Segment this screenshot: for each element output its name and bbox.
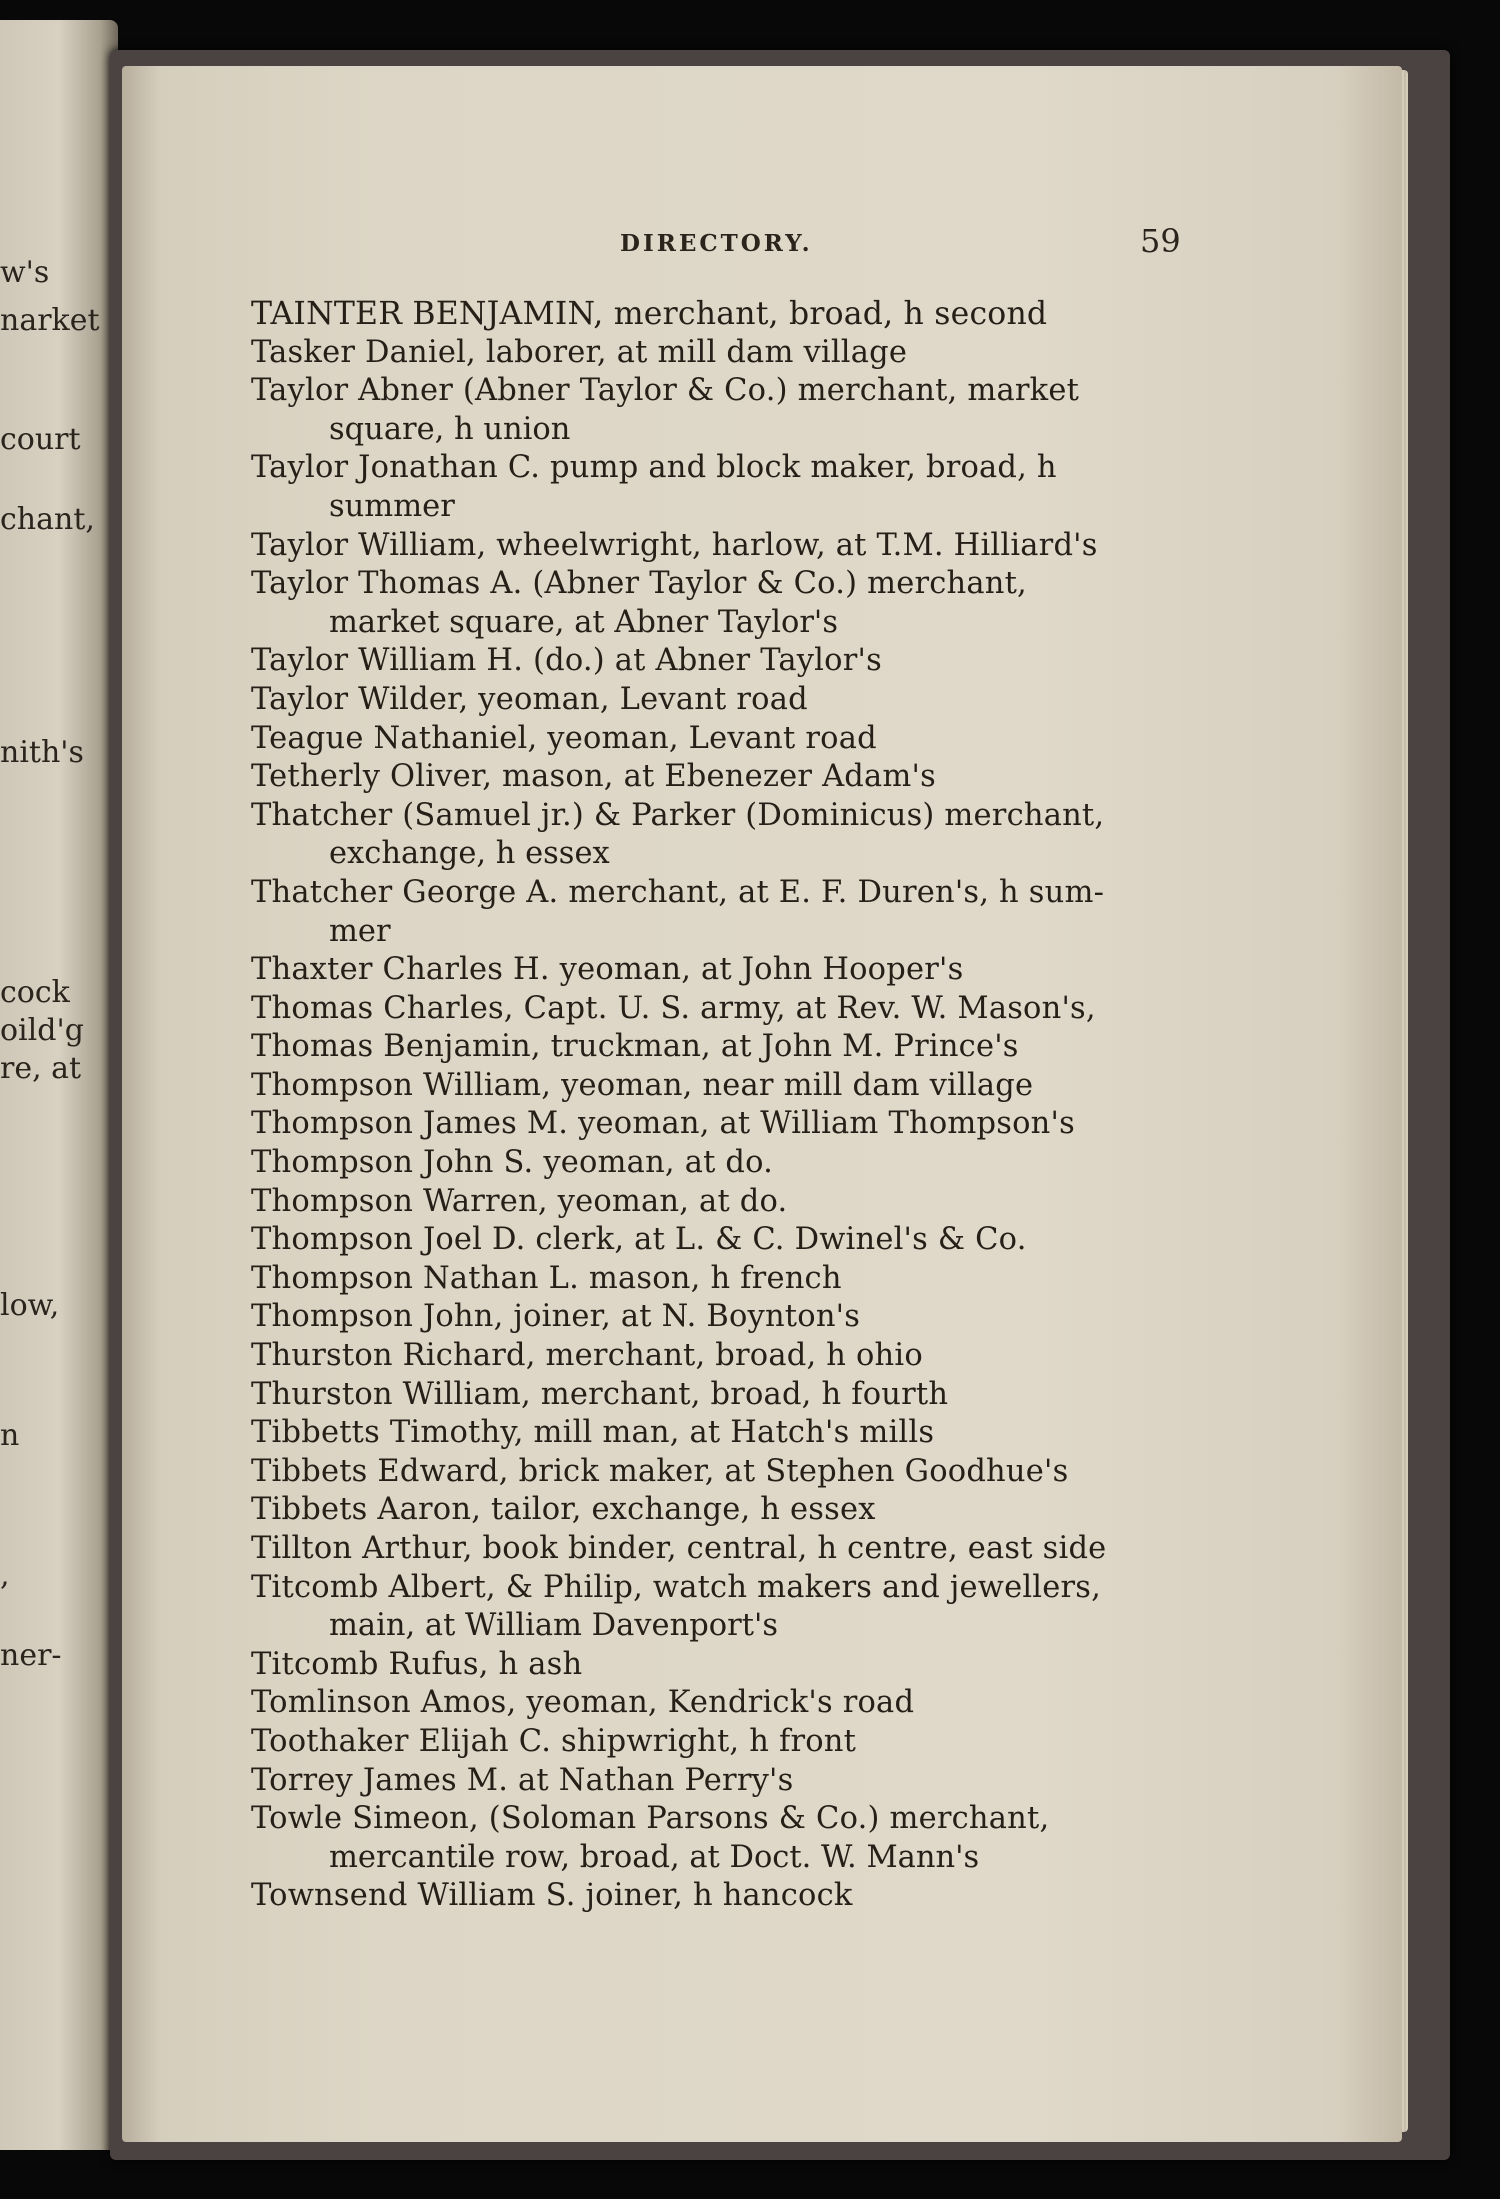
directory-entry	[251, 797, 1271, 874]
entry-line: Tetherly Oliver, mason, at Ebenezer Adam's	[251, 759, 936, 795]
entry-line: Tibbetts Timothy, mill man, at Hatch's mills	[251, 1415, 935, 1451]
entry-line: Thurston Richard, merchant, broad, h ohio	[251, 1338, 923, 1374]
entry-line: Thomas Charles, Capt. U. S. army, at Rev. W. Mason's,	[251, 990, 1096, 1026]
running-head	[0, 222, 1500, 270]
running-head-title: DIRECTORY.	[620, 230, 813, 257]
directory-entry	[251, 1762, 1271, 1801]
directory-entry	[251, 1569, 1271, 1646]
directory-entry	[251, 1221, 1271, 1260]
directory-entry	[251, 1646, 1271, 1685]
entry-line: Thaxter Charles H. yeoman, at John Hooper's	[251, 952, 964, 988]
entry-line: Taylor Wilder, yeoman, Levant road	[251, 681, 808, 717]
directory-entry	[251, 1877, 1271, 1916]
directory-entry	[251, 951, 1271, 990]
entry-line: Townsend William S. joiner, h hancock	[251, 1878, 853, 1914]
entry-line: Thompson William, yeoman, near mill dam village	[251, 1067, 1034, 1103]
directory-entry	[251, 1376, 1271, 1415]
page-number: 59	[1140, 222, 1181, 260]
directory-entry	[251, 565, 1271, 642]
directory-entry	[251, 1414, 1271, 1453]
entry-line: Taylor Abner (Abner Taylor & Co.) merchant, market	[251, 373, 1080, 409]
directory-entry	[251, 449, 1271, 526]
entry-line: Thomas Benjamin, truckman, at John M. Prince's	[251, 1029, 1019, 1065]
directory-entry	[251, 642, 1271, 681]
entry-line: Titcomb Albert, & Philip, watch makers and jewellers,	[251, 1569, 1102, 1605]
entry-line: Tillton Arthur, book binder, central, h centre, east side	[251, 1531, 1107, 1566]
entry-continuation-line: square, h union	[329, 411, 571, 447]
entry-line: Titcomb Rufus, h ash	[251, 1646, 583, 1682]
entry-line: Thurston William, merchant, broad, h fourth	[251, 1376, 949, 1412]
entry-line: Towle Simeon, (Soloman Parsons & Co.) merchant,	[251, 1801, 1050, 1837]
directory-entry	[251, 1453, 1271, 1492]
entry-line: Taylor William H. (do.) at Abner Taylor's	[251, 643, 882, 679]
facing-page-edge	[0, 20, 118, 2150]
directory-entry	[251, 527, 1271, 566]
facing-page-fragment: low,	[0, 1288, 60, 1323]
facing-page-fragment: ,	[0, 1558, 10, 1593]
directory-entry	[251, 1144, 1271, 1183]
directory-entry	[251, 1067, 1271, 1106]
entry-line: Thompson Nathan L. mason, h french	[251, 1260, 842, 1296]
directory-entry	[251, 1491, 1271, 1530]
entry-line: Taylor Thomas A. (Abner Taylor & Co.) merchant,	[251, 566, 1027, 602]
entry-line: Taylor William, wheelwright, harlow, at T.M. Hilliard's	[251, 527, 1098, 563]
entry-line: Taylor Jonathan C. pump and block maker, broad, h	[251, 450, 1057, 486]
directory-entry	[251, 990, 1271, 1029]
entry-line: Tomlinson Amos, yeoman, Kendrick's road	[251, 1685, 915, 1721]
facing-page-fragment: n	[0, 1418, 20, 1453]
directory-entry	[251, 295, 1271, 334]
entry-continuation-line: mer	[329, 913, 391, 949]
facing-page-fragment: nith's	[0, 735, 84, 770]
facing-page-fragment: re, at	[0, 1051, 82, 1086]
entry-continuation-line: main, at William Davenport's	[329, 1608, 778, 1644]
facing-page-fragment: court	[0, 422, 81, 457]
entry-line: Tibbets Edward, brick maker, at Stephen Goodhue's	[251, 1453, 1069, 1489]
facing-page-fragment: cock	[0, 975, 70, 1010]
directory-entry	[251, 334, 1271, 373]
entry-line: Tasker Daniel, laborer, at mill dam village	[251, 334, 908, 370]
entry-continuation-line: mercantile row, broad, at Doct. W. Mann's	[329, 1839, 980, 1875]
directory-entry	[251, 1260, 1271, 1299]
facing-page-fragment: narket	[0, 303, 100, 338]
directory-entry	[251, 1105, 1271, 1144]
directory-entry	[251, 1183, 1271, 1222]
directory-entry	[251, 758, 1271, 797]
entry-line: Thatcher George A. merchant, at E. F. Duren's, h sum-	[251, 874, 1105, 910]
directory-entry	[251, 1800, 1271, 1877]
directory-entry	[251, 372, 1271, 449]
directory-entries	[251, 295, 1271, 1916]
directory-entry	[251, 720, 1271, 759]
entry-continuation-line: exchange, h essex	[329, 836, 610, 872]
directory-entry	[251, 1684, 1271, 1723]
entry-line: Thompson Joel D. clerk, at L. & C. Dwinel's & Co.	[251, 1222, 1027, 1258]
entry-line: Toothaker Elijah C. shipwright, h front	[251, 1723, 857, 1759]
facing-page-fragment: ner-	[0, 1638, 62, 1673]
directory-entry	[251, 1298, 1271, 1337]
entry-line: Teague Nathaniel, yeoman, Levant road	[251, 720, 877, 756]
directory-entry	[251, 1723, 1271, 1762]
directory-entry	[251, 1530, 1271, 1569]
facing-page-fragment: oild'g	[0, 1013, 84, 1048]
directory-entry	[251, 874, 1271, 951]
facing-page-fragment: w's	[0, 255, 50, 290]
entry-line: Thompson James M. yeoman, at William Thompson's	[251, 1106, 1075, 1142]
directory-entry	[251, 1337, 1271, 1376]
facing-page-fragment: chant,	[0, 502, 95, 537]
entry-line: TAINTER BENJAMIN, merchant, broad, h second	[251, 296, 1048, 332]
directory-entry	[251, 1028, 1271, 1067]
entry-line: Tibbets Aaron, tailor, exchange, h essex	[251, 1492, 876, 1528]
entry-line: Thompson Warren, yeoman, at do.	[251, 1183, 788, 1219]
directory-entry	[251, 681, 1271, 720]
entry-line: Thatcher (Samuel jr.) & Parker (Dominicus) merchant,	[251, 797, 1105, 833]
entry-line: Thompson John S. yeoman, at do.	[251, 1145, 774, 1181]
entry-line: Thompson John, joiner, at N. Boynton's	[251, 1299, 861, 1335]
entry-continuation-line: market square, at Abner Taylor's	[329, 604, 838, 640]
entry-line: Torrey James M. at Nathan Perry's	[251, 1762, 794, 1798]
entry-continuation-line: summer	[329, 488, 455, 524]
